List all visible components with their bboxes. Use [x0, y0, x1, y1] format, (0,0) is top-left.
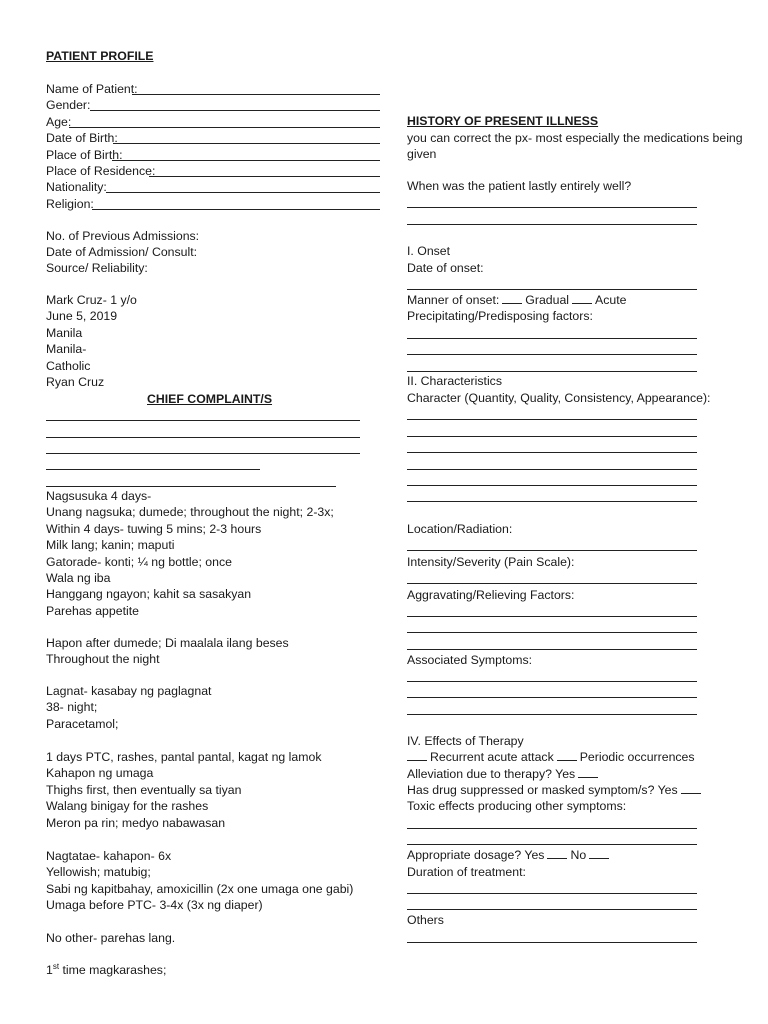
precipitating-line-1[interactable]: [407, 338, 697, 339]
character-line-5[interactable]: [407, 485, 697, 486]
profile-field-8: Religion:: [46, 196, 94, 211]
hpi-note-line-1: you can correct the px- most especially the medications being: [407, 131, 743, 145]
acute-blank[interactable]: [572, 292, 592, 304]
cc-group4-line-4: Walang binigay for the rashes: [46, 799, 209, 814]
profile-field-1: Name of Patient:: [46, 82, 138, 96]
character-line-2[interactable]: [407, 436, 697, 437]
aggravating-label: Aggravating/Relieving Factors:: [407, 588, 575, 602]
associated-line-1[interactable]: [407, 681, 697, 682]
onset-title: I. Onset: [407, 244, 451, 258]
location-line[interactable]: [407, 550, 697, 551]
recurrent-option: Recurrent acute attack: [430, 750, 554, 764]
profile-value-1: Mark Cruz- 1 y/o: [46, 293, 137, 307]
acute-option: Acute: [595, 293, 627, 307]
cc-group2-line-1: Hapon after dumede; Di maalala ilang beses: [46, 636, 289, 650]
associated-line-3[interactable]: [407, 714, 697, 715]
precipitating-label: Precipitating/Predisposing factors:: [407, 309, 593, 323]
duration-line-1[interactable]: [407, 893, 697, 894]
character-line-1[interactable]: [407, 419, 697, 420]
date-of-onset-label: Date of onset:: [407, 261, 484, 275]
aggravating-line-3[interactable]: [407, 649, 697, 650]
profile-field-4: Date of Birth:: [46, 131, 118, 146]
previous-admissions-label: No. of Previous Admissions:: [46, 229, 200, 243]
cc-group4-line-3: Thighs first, then eventually sa tiyan: [46, 782, 242, 797]
associated-line-2[interactable]: [407, 697, 697, 698]
profile-field-line-4[interactable]: [113, 143, 380, 144]
dosage-no-label: No: [570, 848, 587, 862]
profile-value-4: Manila-: [46, 342, 87, 357]
hpi-note-line-2: given: [407, 147, 437, 161]
profile-field-line-1[interactable]: [132, 94, 380, 95]
chief-complaint-blank-line-4[interactable]: [46, 469, 260, 470]
cc-group3-line-3: Paracetamol;: [46, 716, 119, 731]
date-of-admission-label: Date of Admission/ Consult:: [46, 245, 198, 259]
chief-complaint-blank-line-2[interactable]: [46, 437, 360, 438]
location-label: Location/Radiation:: [407, 522, 513, 536]
profile-value-2: June 5, 2019: [46, 309, 118, 324]
cc-group3-line-1: Lagnat- kasabay ng paglagnat: [46, 684, 212, 698]
chief-complaint-blank-line-3[interactable]: [46, 453, 360, 454]
lastly-well-line-2[interactable]: [407, 224, 697, 225]
lastly-well-label: When was the patient lastly entirely well?: [407, 179, 632, 193]
alleviation-row: [407, 766, 601, 782]
duration-line-2[interactable]: [407, 909, 697, 910]
toxic-label: Toxic effects producing other symptoms:: [407, 799, 627, 813]
effects-title: IV. Effects of Therapy: [407, 734, 524, 748]
profile-field-line-7[interactable]: [106, 192, 380, 193]
cc-group5-line-1: Nagtatae- kahapon- 6x: [46, 849, 172, 863]
dosage-yes-blank[interactable]: [547, 847, 567, 859]
precipitating-line-2[interactable]: [407, 354, 697, 355]
cc-group5-line-3: Sabi ng kapitbahay, amoxicillin (2x one umaga one gabi): [46, 881, 354, 896]
patient-profile-title: PATIENT PROFILE: [46, 49, 154, 63]
periodic-option: Periodic occurrences: [579, 750, 695, 764]
profile-value-3: Manila: [46, 325, 83, 340]
character-label: Character (Quantity, Quality, Consistency, Appearance):: [407, 391, 711, 405]
suppressed-yes-blank[interactable]: [681, 782, 701, 794]
alleviation-label: Alleviation due to therapy? Yes: [407, 767, 576, 781]
profile-field-2: Gender:: [46, 98, 91, 113]
gradual-blank[interactable]: [502, 292, 522, 304]
cc-group4-line-2: Kahapon ng umaga: [46, 766, 154, 781]
associated-label: Associated Symptoms:: [407, 653, 533, 667]
cc-group1-line-3: Within 4 days- tuwing 5 mins; 2-3 hours: [46, 521, 262, 536]
gradual-option: Gradual: [525, 293, 570, 307]
cc-group1-line-5: Gatorade- konti; ¼ ng bottle; once: [46, 554, 232, 569]
chief-complaint-title: CHIEF COMPLAINT/S: [147, 392, 273, 406]
profile-value-6: Ryan Cruz: [46, 375, 105, 389]
cc-group5-line-4: Umaga before PTC- 3-4x (3x ng diaper): [46, 898, 263, 913]
character-line-3[interactable]: [407, 452, 697, 453]
cc-group2-line-2: Throughout the night: [46, 652, 160, 667]
cc-first-time: 1st time magkarashes;: [46, 961, 167, 977]
profile-field-7: Nationality:: [46, 180, 107, 195]
profile-field-line-6[interactable]: [149, 176, 380, 177]
manner-of-onset-row: [407, 292, 626, 308]
intensity-label: Intensity/Severity (Pain Scale):: [407, 555, 575, 569]
dosage-no-blank[interactable]: [589, 847, 609, 859]
others-line[interactable]: [407, 942, 697, 943]
profile-field-line-5[interactable]: [112, 160, 380, 161]
profile-field-line-2[interactable]: [90, 110, 380, 111]
character-line-6[interactable]: [407, 501, 697, 502]
profile-field-5: Place of Birth:: [46, 147, 123, 162]
dosage-row: [407, 847, 612, 863]
characteristics-title: II. Characteristics: [407, 374, 502, 388]
aggravating-line-2[interactable]: [407, 632, 697, 633]
recurrent-blank[interactable]: [407, 749, 427, 761]
suppressed-label: Has drug suppressed or masked symptom/s? Yes: [407, 783, 678, 797]
cc-group1-line-2: Unang nagsuka; dumede; throughout the night; 2-3x;: [46, 505, 334, 520]
cc-group4-line-5: Meron pa rin; medyo nabawasan: [46, 815, 226, 830]
profile-field-line-3[interactable]: [69, 127, 380, 128]
cc-group1-line-4: Milk lang; kanin; maputi: [46, 538, 175, 553]
cc-group3-line-2: 38- night;: [46, 700, 98, 715]
alleviation-yes-blank[interactable]: [578, 766, 598, 778]
dosage-label: Appropriate dosage? Yes: [407, 848, 545, 862]
manner-of-onset-label: Manner of onset:: [407, 293, 500, 307]
duration-label: Duration of treatment:: [407, 865, 526, 879]
suppressed-row: [407, 782, 704, 798]
chief-complaint-blank-line-5[interactable]: [46, 486, 336, 487]
toxic-line-1[interactable]: [407, 828, 697, 829]
cc-group1-line-8: Parehas appetite: [46, 603, 139, 618]
profile-field-6: Place of Residence:: [46, 164, 156, 178]
cc-group4-line-1: 1 days PTC, rashes, pantal pantal, kagat ng lamok: [46, 750, 322, 764]
profile-field-3: Age:: [46, 114, 72, 129]
cc-group5-line-2: Yellowish; matubig;: [46, 865, 151, 880]
date-of-onset-line[interactable]: [407, 289, 697, 290]
hpi-title: HISTORY OF PRESENT ILLNESS: [407, 114, 599, 128]
cc-group1-line-6: Wala ng iba: [46, 571, 111, 585]
source-reliability-label: Source/ Reliability:: [46, 261, 148, 275]
character-line-4[interactable]: [407, 469, 697, 470]
lastly-well-line-1[interactable]: [407, 207, 697, 208]
precipitating-line-3[interactable]: [407, 371, 697, 372]
aggravating-line-1[interactable]: [407, 616, 697, 617]
chief-complaint-blank-line-1[interactable]: [46, 420, 360, 421]
attack-row: [407, 749, 695, 765]
periodic-blank[interactable]: [557, 749, 577, 761]
cc-group1-line-7: Hanggang ngayon; kahit sa sasakyan: [46, 587, 252, 602]
cc-no-other: No other- parehas lang.: [46, 931, 176, 945]
others-label: Others: [407, 913, 444, 927]
toxic-line-2[interactable]: [407, 844, 697, 845]
cc-group1-line-1: Nagsusuka 4 days-: [46, 489, 152, 503]
profile-field-line-8[interactable]: [92, 209, 380, 210]
intensity-line[interactable]: [407, 583, 697, 584]
profile-value-5: Catholic: [46, 358, 91, 373]
